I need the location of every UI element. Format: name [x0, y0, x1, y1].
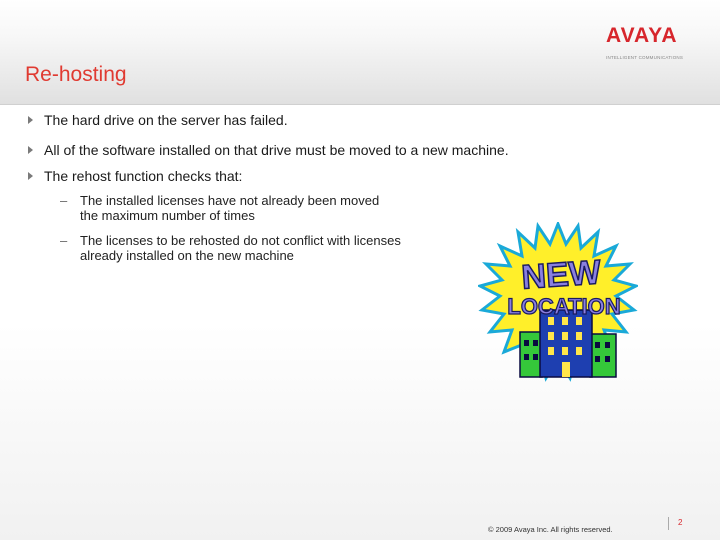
footer-divider	[668, 517, 669, 530]
bullet-text: The hard drive on the server has failed.	[44, 112, 288, 128]
sub-bullet-dash: –	[60, 193, 68, 208]
footer-copyright: © 2009 Avaya Inc. All rights reserved.	[488, 525, 613, 534]
clipart-word-new: NEW	[520, 253, 603, 297]
building-left	[520, 332, 542, 377]
bullet-item	[28, 168, 644, 185]
building-right	[590, 334, 616, 377]
sub-bullet-text: The installed licenses have not already been moved the maximum number of times	[80, 193, 380, 223]
new-location-clipart	[478, 222, 638, 382]
bullet-arrow-icon	[28, 172, 33, 180]
bullet-text: All of the software installed on that drive must be moved to a new machine.	[44, 142, 509, 158]
bullet-text: The rehost function checks that:	[44, 168, 243, 184]
avaya-logo	[606, 26, 688, 60]
header-divider	[0, 104, 720, 105]
bullet-item	[28, 142, 644, 159]
clipart-word-location: LOCATION	[507, 294, 621, 319]
logo-wordmark: AVAYA	[606, 24, 678, 47]
page-number: 2	[678, 518, 683, 527]
sub-bullet-text: The licenses to be rehosted do not conflict with licenses already installed on the new machine	[80, 233, 401, 263]
bullet-arrow-icon	[28, 146, 33, 154]
sub-bullet-item	[60, 233, 440, 263]
bullet-arrow-icon	[28, 116, 33, 124]
sub-bullet-item	[60, 193, 400, 223]
slide-title: Re-hosting	[25, 63, 127, 86]
sub-bullet-dash: –	[60, 233, 68, 248]
logo-tagline: INTELLIGENT COMMUNICATIONS	[606, 55, 684, 60]
bullet-item	[28, 112, 644, 129]
